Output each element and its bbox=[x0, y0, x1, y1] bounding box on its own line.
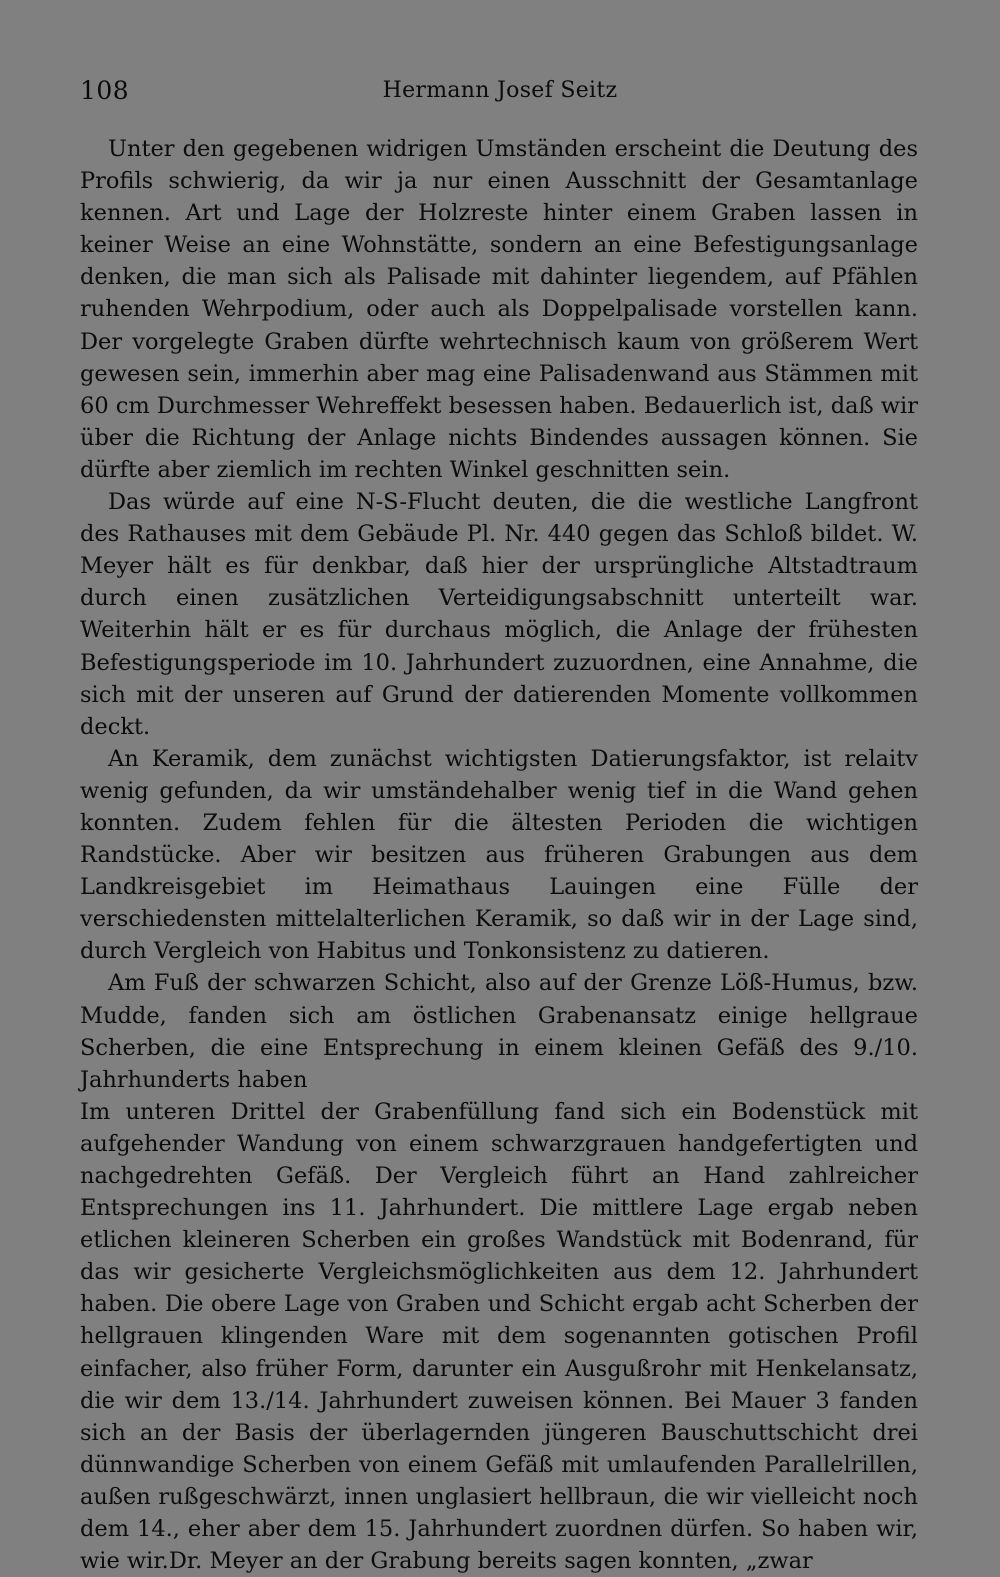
paragraph: Unter den gegebenen widrigen Umständen erscheint die Deutung des Profils schwierig, da wir ja nur einen Ausschnitt der Gesamtanlage kennen. Art und Lage der Holzreste hinter einem Graben lassen in keiner Weise an eine Wohnstätte, sondern an eine Befestigungsanlage denken, die man sich als Palisade mit dahinter liegendem, auf Pfählen ruhenden Wehrpodium, oder auch als Doppelpalisade vorstellen kann. Der vorgelegte Graben dürfte wehrtechnisch kaum von größerem Wert gewesen sein, immerhin aber mag eine Palisadenwand aus Stämmen mit 60 cm Durchmesser Wehreffekt besessen haben. Bedauerlich ist, daß wir über die Richtung der Anlage nichts Bindendes aussagen können. Sie dürfte aber ziemlich im rechten Winkel geschnitten sein. bbox=[80, 136, 918, 483]
paragraph: Das würde auf eine N-S-Flucht deuten, die die westliche Langfront des Rathauses mit dem Gebäude Pl. Nr. 440 gegen das Schloß bildet. W. Meyer hält es für denkbar, daß hier der ursprüngliche Altstadtraum durch einen zusätzlichen Verteidigungsabschnitt unterteilt war. Weiterhin hält er es für durchaus möglich, die Anlage der frühesten Befestigungsperiode im 10. Jahrhundert zuzuordnen, eine Annahme, die sich mit der unseren auf Grund der datierenden Momente vollkommen deckt. bbox=[80, 489, 918, 740]
paragraph: Im unteren Drittel der Grabenfüllung fand sich ein Bodenstück mit aufgehender Wandung von einem schwarzgrauen handgefertigten und nachgedrehten Gefäß. Der Vergleich führt an Hand zahlreicher Entsprechungen ins 11. Jahrhundert. Die mittlere Lage ergab neben etlichen kleineren Scherben ein großes Wandstück mit Bodenrand, für das wir gesicherte Vergleichsmöglichkeiten aus dem 12. Jahrhundert haben. Die obere Lage von Graben und Schicht ergab acht Scherben der hellgrauen klingenden Ware mit dem sogenannten gotischen Profil einfacher, also früher Form, darunter ein Ausgußrohr mit Henkelansatz, die wir dem 13./14. Jahrhundert zuweisen können. Bei Mauer 3 fanden sich an der Basis der überlagernden jüngeren Bauschuttschicht drei dünnwandige Scherben von einem Gefäß mit umlaufenden Parallelrillen, außen rußgeschwärzt, innen unglasiert hellbraun, die wir vielleicht noch dem 14., eher aber dem 15. Jahrhundert zuordnen dürfen. So haben wir, wie wir.Dr. Meyer an der Grabung bereits sagen konnten, „zwar bbox=[80, 1098, 918, 1575]
paragraph: Am Fuß der schwarzen Schicht, also auf der Grenze Löß-Humus, bzw. Mudde, fanden sich am östlichen Grabenansatz einige hellgraue Scherben, die eine Entsprechung in einem kleinen Gefäß des 9./10. Jahrhunderts haben bbox=[80, 970, 918, 1093]
running-head: Hermann Josef Seitz bbox=[382, 78, 618, 103]
body-text bbox=[80, 133, 918, 1577]
page-number: 108 bbox=[80, 76, 130, 105]
paragraph: An Keramik, dem zunächst wichtigsten Datierungsfaktor, ist relaitv wenig gefunden, da wir umständehalber wenig tief in die Wand gehen konnten. Zudem fehlen für die ältesten Perioden die wichtigen Randstücke. Aber wir besitzen aus früheren Grabungen aus dem Landkreisgebiet im Heimathaus Lauingen eine Fülle der verschiedensten mittelalterlichen Keramik, so daß wir in der Lage sind, durch Vergleich von Habitus und Tonkonsistenz zu datieren. bbox=[80, 745, 918, 965]
